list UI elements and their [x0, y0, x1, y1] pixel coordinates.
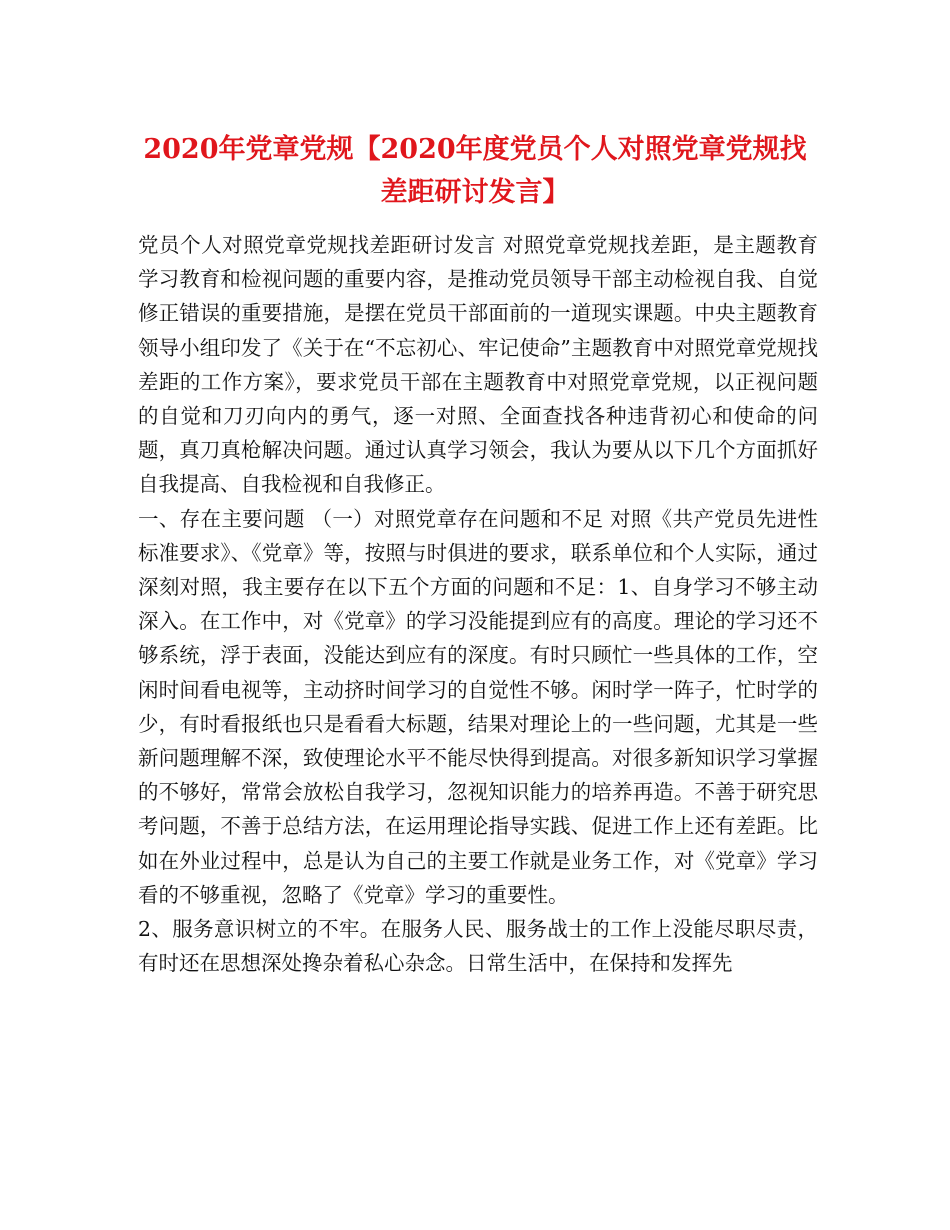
paragraph-item-2: 2、服务意识树立的不牢。在服务人民、服务战士的工作上没能尽职尽责，有时还在思想深处搀杂着私心杂念。日常生活中，在保持和发挥先: [138, 917, 818, 976]
document-body: [138, 228, 818, 980]
title-line-1: 2020年党章党规【2020年度党员个人对照党章党规找: [143, 134, 807, 165]
paragraph-section-1: 一、存在主要问题 （一）对照党章存在问题和不足 对照《共产党员先进性标准要求》、《党章》等，按照与时俱进的要求，联系单位和个人实际，通过深刻对照，我主要存在以下五个方面的问题和不足：1、自身学习不够主动深入。在工作中，对《党章》的学习没能提到应有的高度。理论的学习还不够系统，浮于表面，没能达到应有的深度。有时只顾忙一些具体的工作，空闲时间看电视等，主动挤时间学习的自觉性不够。闲时学一阵子，忙时学的少，有时看报纸也只是看看大标题，结果对理论上的一些问题，尤其是一些新问题理解不深，致使理论水平不能尽快得到提高。对很多新知识学习掌握的不够好，常常会放松自我学习，忽视知识能力的培养再造。不善于研究思考问题，不善于总结方法，在运用理论指导实践、促进工作上还有差距。比如在外业过程中，总是认为自己的主要工作就是业务工作，对《党章》学习看的不够重视，忽略了《党章》学习的重要性。: [138, 506, 818, 907]
paragraph-intro: 党员个人对照党章党规找差距研讨发言 对照党章党规找差距，是主题教育学习教育和检视问题的重要内容，是推动党员领导干部主动检视自我、自觉修正错误的重要措施，是摆在党员干部面前的一道现实课题。中央主题教育领导小组印发了《关于在“不忘初心、牢记使命”主题教育中对照党章党规找差距的工作方案》，要求党员干部在主题教育中对照党章党规，以正视问题的自觉和刀刃向内的勇气，逐一对照、全面查找各种违背初心和使命的问题，真刀真枪解决问题。通过认真学习领会，我认为要从以下几个方面抓好自我提高、自我检视和自我修正。: [138, 233, 818, 497]
document-title: [100, 128, 850, 214]
title-line-2: 差距研讨发言】: [380, 177, 570, 208]
